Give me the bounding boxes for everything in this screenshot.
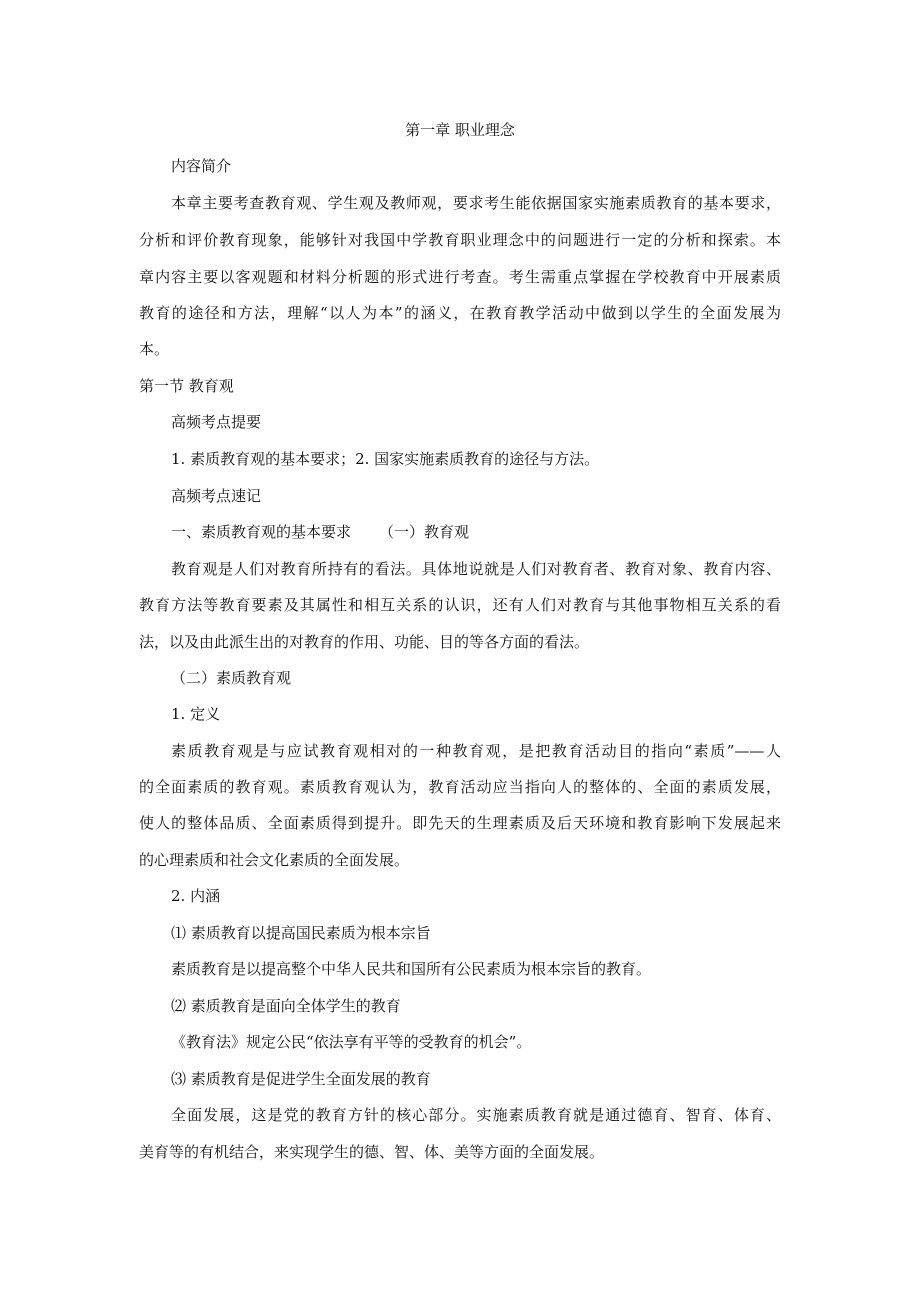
item-heading: 2. 内涵 xyxy=(171,887,221,905)
intro-line: 本章主要考查教育观、学生观及教师观，要求考生能依据国家实施素质教育的基本要求， xyxy=(171,194,781,212)
paragraph-line: 《教育法》规定公民“依法享有平等的受教育的机会”。 xyxy=(171,1033,532,1051)
intro-line: 教育的途径和方法，理解“以人为本”的涵义，在教育教学活动中做到以学生的全面发展为 xyxy=(139,304,781,322)
item-heading: ⑵ 素质教育是面向全体学生的教育 xyxy=(171,997,401,1015)
item-heading: ⑴ 素质教育以提高国民素质为根本宗旨 xyxy=(171,924,431,942)
item-heading: ⑶ 素质教育是促进学生全面发展的教育 xyxy=(171,1070,431,1088)
paragraph-line: 素质教育是以提高整个中华人民共和国所有公民素质为根本宗旨的教育。 xyxy=(171,960,652,978)
sub-heading-row xyxy=(171,521,781,543)
paragraph-line: 法，以及由此派生出的对教育的作用、功能、目的等各方面的看法。 xyxy=(139,633,590,651)
intro-line: 分析和评价教育现象，能够针对我国中学教育职业理念中的问题进行一定的分析和探索。本 xyxy=(139,231,781,249)
paragraph-line: 的全面素质的教育观。素质教育观认为，教育活动应当指向人的整体的、全面的素质发展， xyxy=(139,778,781,796)
chapter-title: 第一章 职业理念 xyxy=(405,121,515,139)
intro-line: 章内容主要以客观题和材料分析题的形式进行考查。考生需重点掌握在学校教育中开展素质 xyxy=(139,268,781,286)
paragraph-line: 全面发展，这是党的教育方针的核心部分。实施素质教育就是通过德育、智育、体育、 xyxy=(171,1106,781,1124)
sub-heading: 一、素质教育观的基本要求 xyxy=(171,523,352,541)
key-points-heading: 高频考点提要 xyxy=(171,413,262,431)
key-points: 1. 素质教育观的基本要求；2. 国家实施素质教育的途径与方法。 xyxy=(171,450,600,468)
sub-item-heading: （一）教育观 xyxy=(379,523,470,541)
section-title: 第一节 教育观 xyxy=(139,377,234,395)
sub-heading: （二）素质教育观 xyxy=(171,669,292,687)
item-heading: 1. 定义 xyxy=(171,705,221,723)
paragraph-line: 教育方法等教育要素及其属性和相互关系的认识，还有人们对教育与其他事物相互关系的看 xyxy=(139,596,781,614)
intro-heading: 内容简介 xyxy=(171,157,232,175)
quick-notes-heading: 高频考点速记 xyxy=(171,487,262,505)
paragraph-line: 使人的整体品质、全面素质得到提升。即先天的生理素质及后天环境和教育影响下发展起来 xyxy=(139,814,781,832)
intro-line: 本。 xyxy=(139,340,170,358)
paragraph-line: 的心理素质和社会文化素质的全面发展。 xyxy=(139,851,410,869)
paragraph-line: 素质教育观是与应试教育观相对的一种教育观，是把教育活动目的指向“素质”——人 xyxy=(171,742,781,760)
paragraph-line: 教育观是人们对教育所持有的看法。具体地说就是人们对教育者、教育对象、教育内容、 xyxy=(171,560,781,578)
paragraph-line: 美育等的有机结合，来实现学生的德、智、体、美等方面的全面发展。 xyxy=(139,1143,605,1161)
